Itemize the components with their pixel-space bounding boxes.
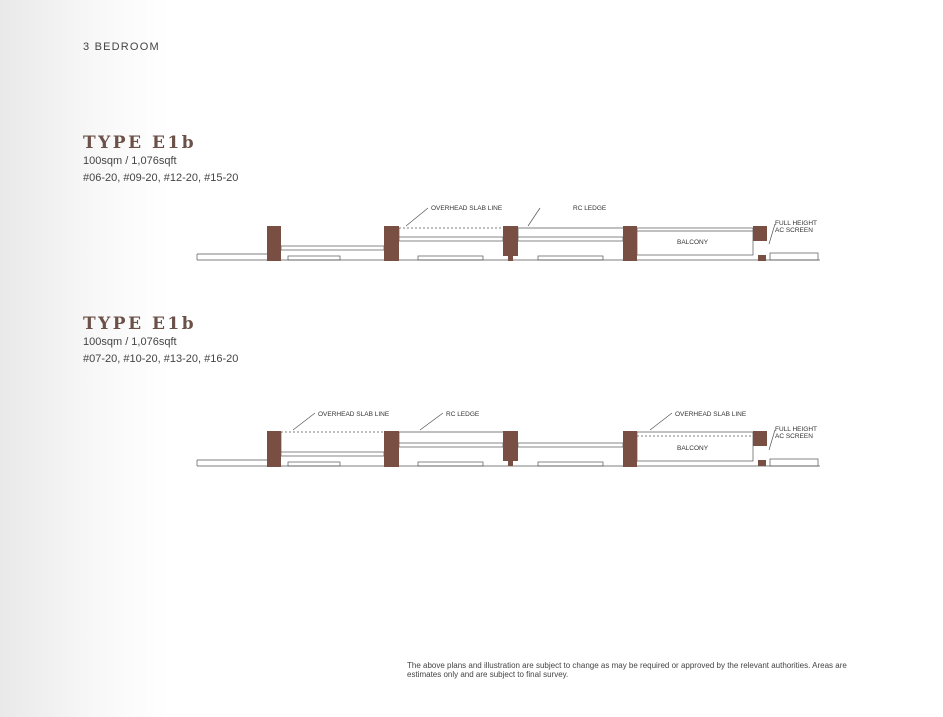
label-overhead-slab-line: OVERHEAD SLAB LINE bbox=[431, 205, 503, 212]
unit-area: 100sqm / 1,076sqft bbox=[83, 155, 177, 167]
unit-numbers: #07-20, #10-20, #13-20, #16-20 bbox=[83, 353, 239, 365]
label-ac-screen: AC SCREEN bbox=[775, 433, 813, 440]
label-overhead-slab-line-2: OVERHEAD SLAB LINE bbox=[675, 411, 747, 418]
section-label: 3 BEDROOM bbox=[83, 41, 160, 53]
label-balcony: BALCONY bbox=[677, 239, 709, 246]
label-balcony: BALCONY bbox=[677, 445, 709, 452]
unit-area: 100sqm / 1,076sqft bbox=[83, 336, 177, 348]
label-ac-screen: AC SCREEN bbox=[775, 227, 813, 234]
label-overhead-slab-line: OVERHEAD SLAB LINE bbox=[318, 411, 390, 418]
label-rc-ledge: RC LEDGE bbox=[573, 205, 607, 212]
unit-type-title: TYPE E1b bbox=[83, 314, 197, 334]
label-full-height: FULL HEIGHT bbox=[775, 426, 818, 433]
label-rc-ledge: RC LEDGE bbox=[446, 411, 480, 418]
unit-numbers: #06-20, #09-20, #12-20, #15-20 bbox=[83, 172, 239, 184]
disclaimer-text: The above plans and illustration are subject to change as may be required or approved by the relevant authorities. Areas are estimates only and are subject to final survey. bbox=[407, 661, 847, 679]
label-full-height: FULL HEIGHT bbox=[775, 220, 818, 227]
unit-type-title: TYPE E1b bbox=[83, 133, 197, 153]
